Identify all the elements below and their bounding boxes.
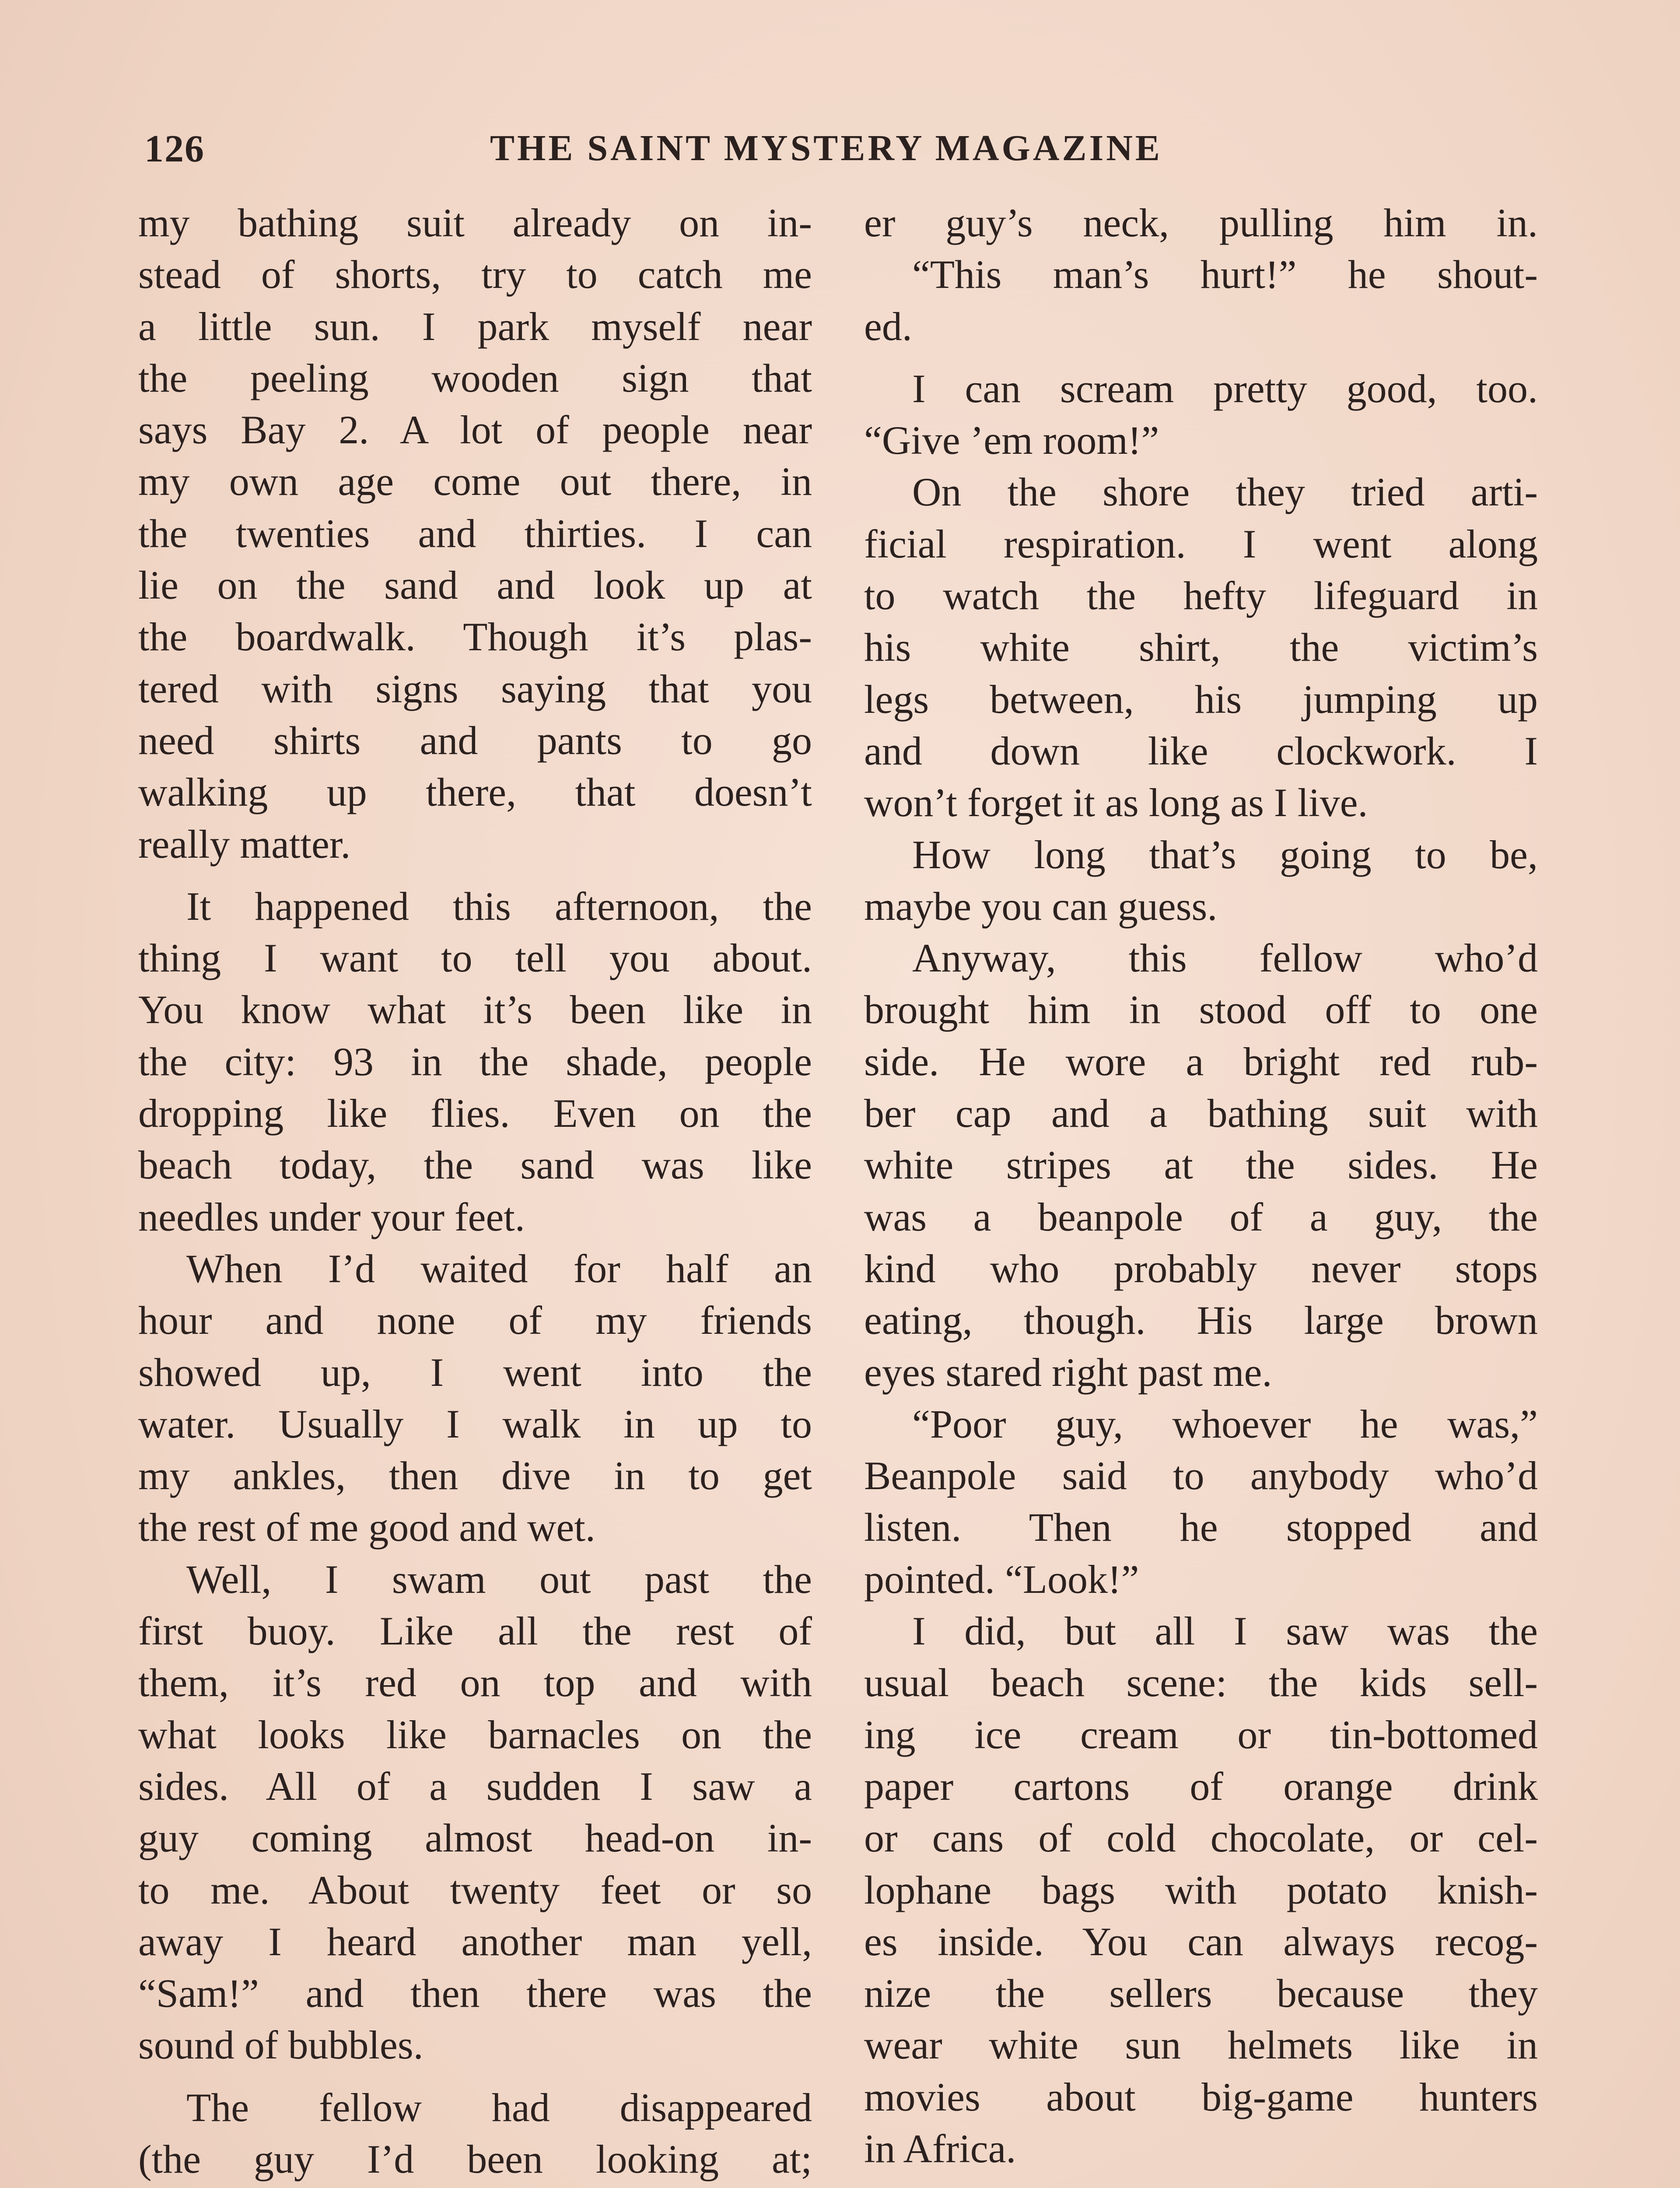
text-line: I can scream pretty good, too.: [912, 366, 1538, 411]
text-line: ficial respiration. I went along: [864, 521, 1538, 566]
text-line: eating, though. His large brown: [864, 1298, 1538, 1343]
text-line: sides. All of a sudden I saw a: [138, 1764, 812, 1809]
text-line: [864, 2185, 1538, 2188]
left-column: [138, 197, 812, 2188]
text-line: in Africa.: [864, 2126, 1016, 2171]
text-line: movies about big-game hunters: [864, 2074, 1538, 2119]
text-line: the city: 93 in the shade, people: [138, 1039, 812, 1084]
text-line: side. He wore a bright red rub-: [864, 1039, 1538, 1084]
text-line: to watch the hefty lifeguard in: [864, 573, 1538, 618]
text-line: “This man’s hurt!” he shout-: [912, 252, 1538, 297]
text-line: It happened this afternoon, the: [186, 884, 812, 929]
text-line: “Sam!” and then there was the: [138, 1971, 812, 2016]
text-line: his white shirt, the victim’s: [864, 625, 1538, 670]
text-line: the rest of me good and wet.: [138, 1505, 595, 1550]
text-line: a little sun. I park myself near: [138, 304, 812, 349]
text-line: “Poor guy, whoever he was,”: [912, 1401, 1538, 1446]
text-line: paper cartons of orange drink: [864, 1764, 1538, 1809]
text-line: or cans of cold chocolate, or cel-: [864, 1816, 1538, 1861]
text-line: On the shore they tried arti-: [912, 470, 1538, 515]
text-line: You know what it’s been like in: [138, 987, 812, 1032]
text-line: maybe you can guess.: [864, 884, 1218, 929]
text-line: was a beanpole of a guy, the: [864, 1194, 1538, 1239]
page-number: 126: [144, 128, 205, 170]
text-line: to me. About twenty feet or so: [138, 1867, 812, 1912]
text-line: Well, I swam out past the: [186, 1557, 812, 1602]
text-line: usual beach scene: the kids sell-: [864, 1660, 1538, 1705]
text-line: beach today, the sand was like: [138, 1143, 812, 1188]
text-line: guy coming almost head-on in-: [138, 1816, 812, 1861]
right-column: [864, 197, 1538, 2188]
text-line: showed up, I went into the: [138, 1350, 812, 1395]
text-line: legs between, his jumping up: [864, 677, 1538, 722]
text-line: my own age come out there, in: [138, 459, 812, 504]
text-line: ed.: [864, 304, 912, 349]
text-line: really matter.: [138, 821, 351, 866]
text-line: Beanpole said to anybody who’d: [864, 1453, 1538, 1498]
text-line: er guy’s neck, pulling him in.: [864, 200, 1538, 245]
running-title: THE SAINT MYSTERY MAGAZINE: [490, 128, 1162, 168]
text-line: es inside. You can always recog-: [864, 1919, 1538, 1964]
text-line: away I heard another man yell,: [138, 1919, 812, 1964]
text-line: sound of bubbles.: [138, 2023, 424, 2068]
text-line: [138, 2185, 812, 2188]
text-line: wear white sun helmets like in: [864, 2023, 1538, 2068]
text-line: thing I want to tell you about.: [138, 936, 812, 981]
text-line: need shirts and pants to go: [138, 718, 812, 763]
text-line: walking up there, that doesn’t: [138, 770, 812, 815]
text-line: the peeling wooden sign that: [138, 355, 812, 400]
text-line: white stripes at the sides. He: [864, 1143, 1538, 1188]
text-line: my ankles, then dive in to get: [138, 1453, 812, 1498]
text-line: kind who probably never stops: [864, 1246, 1538, 1291]
text-line: (the guy I’d been looking at;: [138, 2136, 812, 2181]
text-line: what looks like barnacles on the: [138, 1712, 812, 1757]
text-line: water. Usually I walk in up to: [138, 1401, 812, 1446]
paragraph-gap: [138, 870, 812, 880]
text-line: dropping like flies. Even on the: [138, 1091, 812, 1136]
text-line: first buoy. Like all the rest of: [138, 1609, 812, 1654]
text-line: ber cap and a bathing suit with: [864, 1091, 1538, 1136]
page-header: [144, 127, 1536, 184]
text-line: I did, but all I saw was the: [912, 1609, 1538, 1654]
text-line: eyes stared right past me.: [864, 1350, 1272, 1395]
text-line: “Give ’em room!”: [864, 418, 1159, 463]
paragraph-gap: [864, 352, 1538, 363]
text-line: nize the sellers because they: [864, 1971, 1538, 2016]
text-line: the boardwalk. Though it’s plas-: [138, 614, 812, 659]
text-line: them, it’s red on top and with: [138, 1660, 812, 1705]
text-line: says Bay 2. A lot of people near: [138, 407, 812, 452]
text-line: and down like clockwork. I: [864, 728, 1538, 773]
text-line: hour and none of my friends: [138, 1298, 812, 1343]
text-line: pointed. “Look!”: [864, 1557, 1139, 1602]
text-line: The fellow had disappeared: [186, 2085, 812, 2130]
text-line: Anyway, this fellow who’d: [912, 936, 1538, 981]
text-line: listen. Then he stopped and: [864, 1505, 1538, 1550]
text-line: my bathing suit already on in-: [138, 200, 812, 245]
text-line: won’t forget it as long as I live.: [864, 780, 1368, 825]
paragraph-gap: [864, 2174, 1538, 2185]
text-line: brought him in stood off to one: [864, 987, 1538, 1032]
text-line: lophane bags with potato knish-: [864, 1867, 1538, 1912]
text-line: lie on the sand and look up at: [138, 563, 812, 608]
text-line: needles under your feet.: [138, 1194, 525, 1239]
text-line: When I’d waited for half an: [186, 1246, 812, 1291]
text-line: How long that’s going to be,: [912, 832, 1538, 877]
text-line: the twenties and thirties. I can: [138, 511, 812, 556]
text-line: tered with signs saying that you: [138, 666, 812, 711]
text-line: stead of shorts, try to catch me: [138, 252, 812, 297]
text-line: ing ice cream or tin-bottomed: [864, 1712, 1538, 1757]
paragraph-gap: [138, 2071, 812, 2082]
